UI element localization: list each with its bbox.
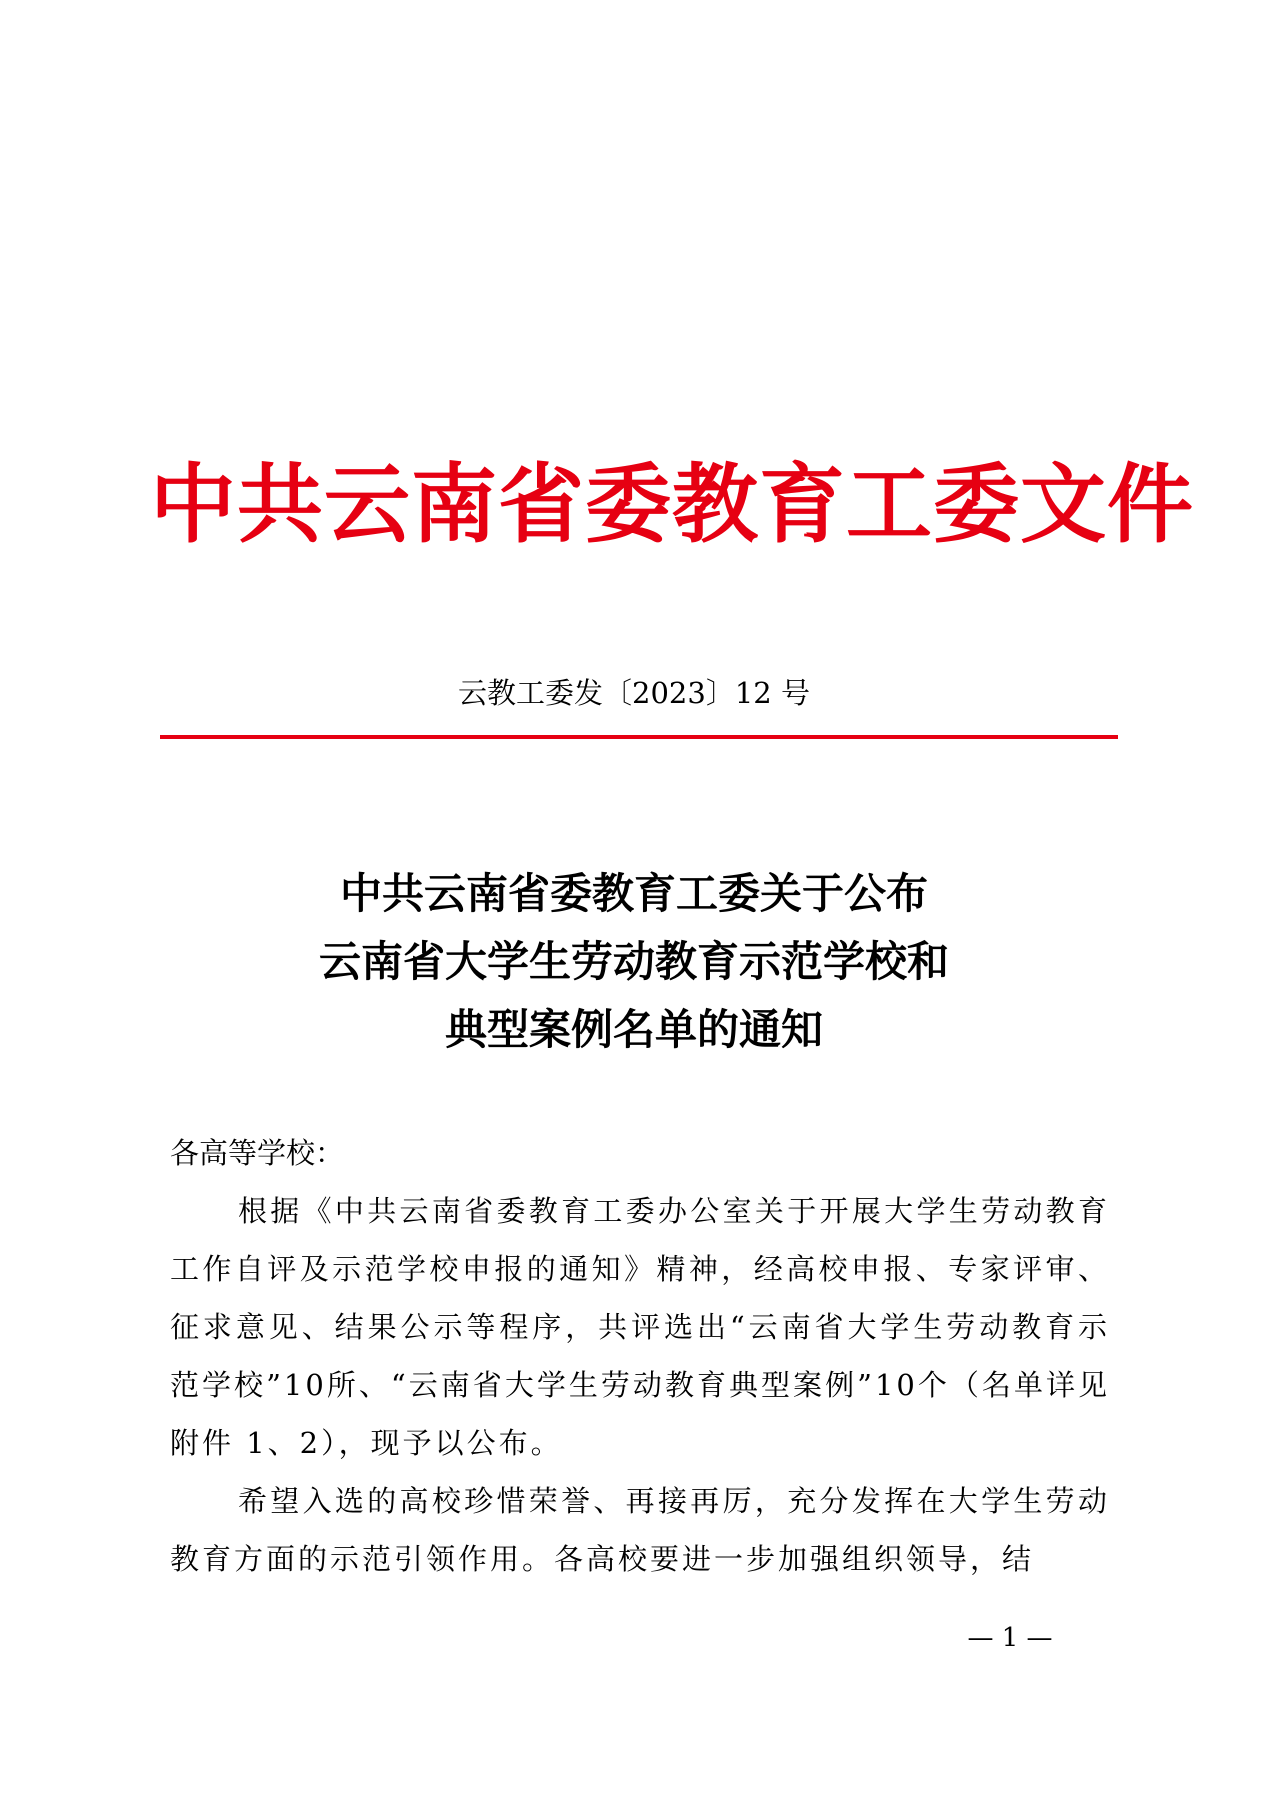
notice-title [150,860,1118,1064]
body-paragraph: 希望入选的高校珍惜荣誉、再接再厉，充分发挥在大学生劳动教育方面的示范引领作用。各高校要进一步加强组织领导，结 [170,1484,1110,1576]
page-number: — 1 — [967,1623,1053,1653]
body-paragraph: 根据《中共云南省委教育工委办公室关于开展大学生劳动教育工作自评及示范学校申报的通知》精神，经高校申报、专家评审、征求意见、结果公示等程序，共评选出“云南省大学生劳动教育示范学校”10所、“云南省大学生劳动教育典型案例”10个（名单详见附件 1、2），现予以公布。 [170,1194,1110,1460]
notice-title-line: 典型案例名单的通知 [444,1005,823,1054]
issuer-masthead: 中共云南省委教育工委文件 [150,455,1194,555]
notice-body [170,1124,1110,1588]
notice-title-line: 中共云南省委教育工委关于公布 [339,869,928,918]
salutation: 各高等学校： [170,1136,345,1170]
red-divider-line [160,735,1118,739]
notice-title-line: 云南省大学生劳动教育示范学校和 [318,937,949,986]
document-number: 云教工委发〔2023〕12 号 [458,676,810,710]
